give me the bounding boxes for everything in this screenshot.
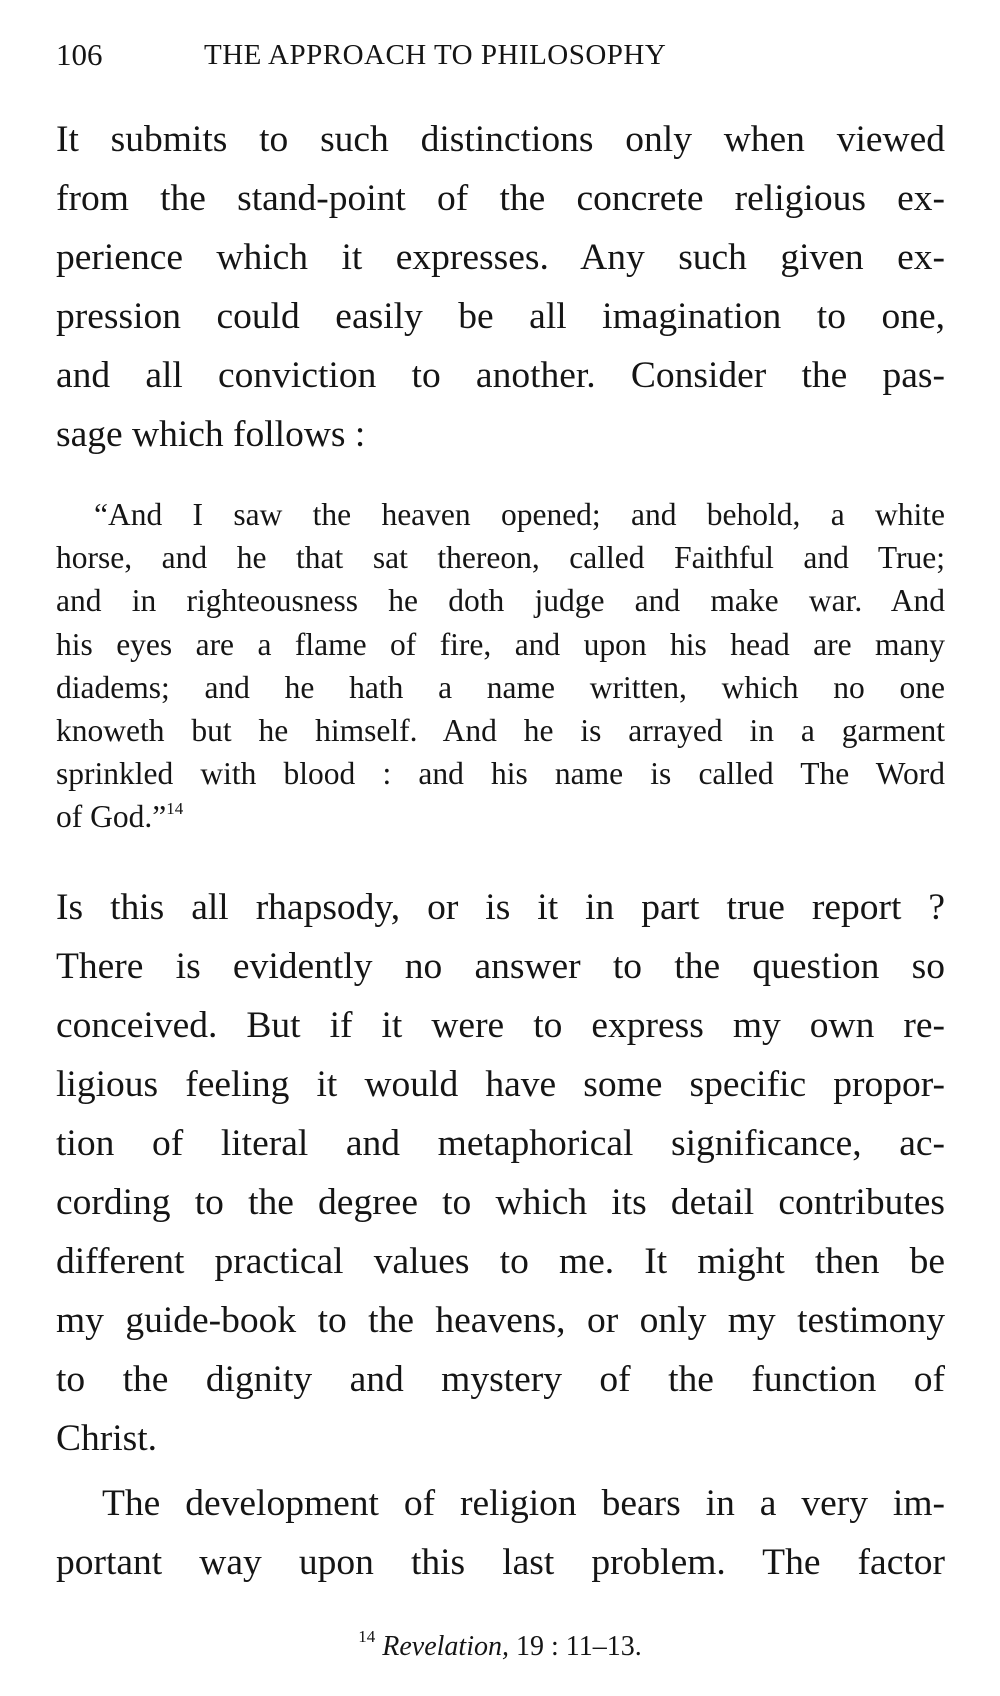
- text-line: portant way upon this last problem. The factor: [56, 1542, 945, 1583]
- quote-line: diadems; and he hath a name written, which no one: [56, 669, 945, 705]
- quote-line: sprinkled with blood : and his name is called The Word: [56, 756, 945, 792]
- text-line: conceived. But if it were to express my own re-: [56, 1005, 945, 1046]
- text-line: Christ.: [56, 1418, 158, 1459]
- text-line: my guide-book to the heavens, or only my testimony: [56, 1300, 945, 1341]
- text-line: There is evidently no answer to the question so: [56, 946, 945, 987]
- quote-line: his eyes are a flame of fire, and upon his head are many: [56, 626, 945, 662]
- paragraph-1: [56, 110, 945, 464]
- text-line: and all conviction to another. Consider the pas-: [56, 355, 945, 396]
- page-number: 106: [56, 37, 103, 72]
- text-line: sage which follows :: [56, 414, 366, 455]
- quote-line: and in righteousness he doth judge and make war. And: [56, 583, 945, 619]
- text-line: The development of religion bears in a very im-: [102, 1483, 945, 1524]
- quote-line: knoweth but he himself. And he is arrayed in a garment: [56, 712, 945, 748]
- text-line: ligious feeling it would have some specific propor-: [56, 1064, 945, 1105]
- quote-line-text: of God.”: [56, 799, 167, 835]
- text-line: to the dignity and mystery of the function of: [56, 1359, 945, 1400]
- quote-line: “And I saw the heaven opened; and behold, a white: [94, 497, 945, 532]
- text-line: perience which it expresses. Any such given ex-: [56, 237, 945, 278]
- page-header: [56, 30, 946, 80]
- block-quotation: [56, 493, 945, 839]
- quote-line-final: [56, 795, 945, 838]
- text-line: It submits to such distinctions only when viewed: [56, 119, 945, 160]
- footnote-verse-reference: 19 : 11–13.: [515, 1631, 642, 1662]
- footnote: [0, 1625, 1000, 1669]
- paragraph-3: [56, 1474, 945, 1592]
- text-line: cording to the degree to which its detail contributes: [56, 1182, 945, 1223]
- text-line: from the stand-point of the concrete religious ex-: [56, 178, 945, 219]
- running-title: THE APPROACH TO PHILOSOPHY: [204, 39, 667, 71]
- paragraph-2: [56, 878, 945, 1468]
- text-line: pression could easily be all imagination to one,: [56, 296, 945, 337]
- quote-line: horse, and he that sat thereon, called Faithful and True;: [56, 540, 945, 576]
- footnote-number: 14: [358, 1627, 376, 1646]
- footnote-reference: 14: [166, 799, 184, 819]
- text-line: different practical values to me. It might then be: [56, 1241, 945, 1282]
- footnote-source-title: Revelation,: [382, 1631, 509, 1662]
- text-line: tion of literal and metaphorical significance, ac-: [56, 1123, 945, 1164]
- text-line: Is this all rhapsody, or is it in part true report ?: [56, 887, 945, 928]
